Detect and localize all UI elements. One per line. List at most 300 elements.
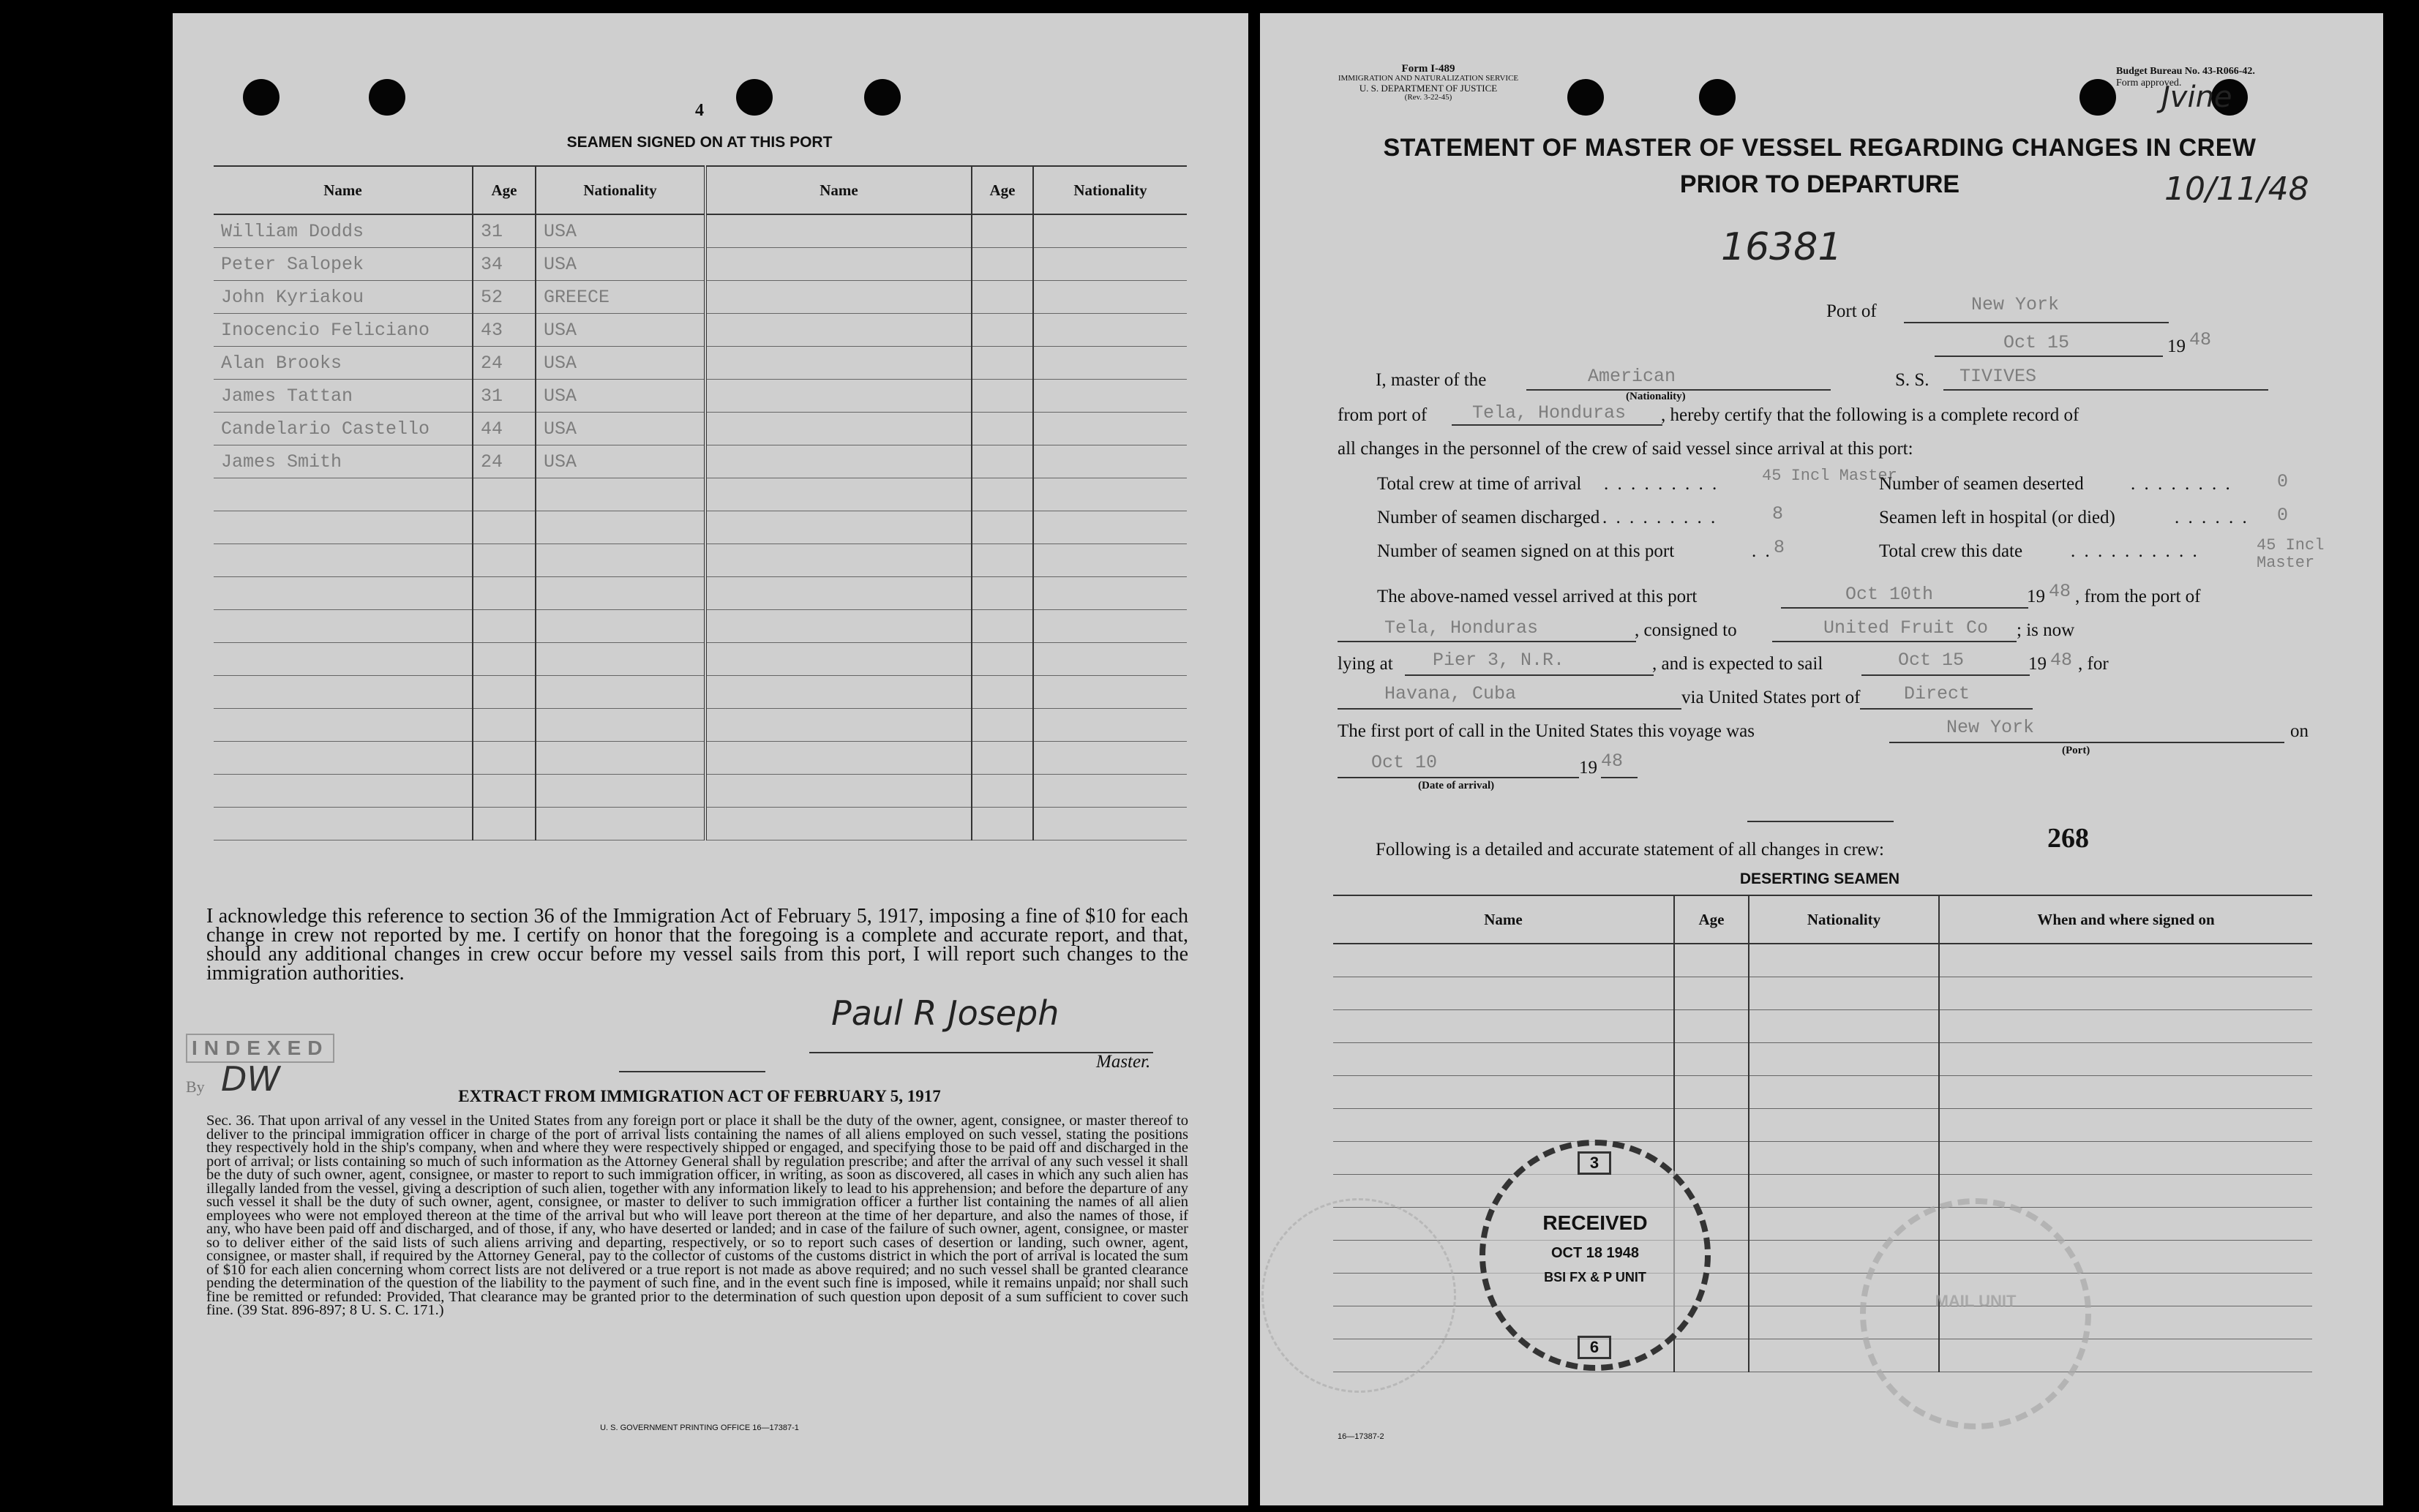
name-cell xyxy=(705,281,972,314)
from-the-port-label: , from the port of xyxy=(2075,587,2201,606)
nationality-cell xyxy=(536,478,705,511)
divider xyxy=(619,1071,765,1072)
hospital-value: 0 xyxy=(2277,505,2289,526)
arrived-value: Oct 10th xyxy=(1845,584,1934,605)
table-cell xyxy=(1333,1109,1674,1142)
column-header: Age xyxy=(972,166,1033,214)
table-row xyxy=(214,380,1187,413)
table-cell xyxy=(1749,944,1939,977)
on-label: on xyxy=(2290,721,2309,741)
table-cell xyxy=(1333,944,1674,977)
age-cell xyxy=(972,808,1033,840)
agency-name: IMMIGRATION AND NATURALIZATION SERVICE xyxy=(1338,74,1519,83)
ship-name: TIVIVES xyxy=(1959,366,2037,387)
table-cell xyxy=(1674,1109,1749,1142)
name-cell xyxy=(705,314,972,347)
name-cell: Peter Salopek xyxy=(214,248,473,281)
dot-leader: . . . . . . . . . xyxy=(1604,474,1719,494)
name-cell xyxy=(214,478,473,511)
name-cell: Alan Brooks xyxy=(214,347,473,380)
age-cell xyxy=(473,610,536,643)
changes-label: Following is a detailed and accurate statement of all changes in crew: xyxy=(1376,840,1884,860)
nationality-cell xyxy=(1033,643,1187,676)
extract-title: EXTRACT FROM IMMIGRATION ACT OF FEBRUARY 5, 1917 xyxy=(458,1087,941,1105)
field-line xyxy=(1860,708,2033,710)
port-caption: (Port) xyxy=(2062,745,2090,756)
nationality-cell xyxy=(536,775,705,808)
year-value: 48 xyxy=(2189,329,2212,350)
nationality-cell: USA xyxy=(536,413,705,445)
dot-leader: . . . . . . . . . xyxy=(1602,508,1718,527)
arrived-label: The above-named vessel arrived at this port xyxy=(1377,587,1698,606)
table-header xyxy=(214,166,1187,214)
field-line xyxy=(1338,777,1579,778)
field-line xyxy=(1935,356,2163,357)
table-cell xyxy=(1939,1043,2312,1076)
first-port-label: The first port of call in the United States this voyage was xyxy=(1338,721,1755,741)
via-label: via United States port of xyxy=(1681,688,1861,707)
table-cell xyxy=(1674,1076,1749,1109)
table-cell xyxy=(1674,1339,1749,1372)
discharged-label: Number of seamen discharged xyxy=(1377,508,1600,527)
stamp-mail-unit: MAIL UNIT xyxy=(1935,1292,2017,1310)
age-cell xyxy=(473,742,536,775)
mail-unit-stamp xyxy=(1860,1198,2091,1429)
name-cell xyxy=(214,610,473,643)
indexed-stamp: INDEXED xyxy=(186,1034,334,1063)
field-line xyxy=(1601,777,1638,778)
received-stamp xyxy=(1479,1140,1711,1371)
table-cell xyxy=(1749,1109,1939,1142)
printer-imprint: 16—17387-2 xyxy=(1338,1432,1384,1441)
age-cell xyxy=(473,808,536,840)
age-cell xyxy=(972,775,1033,808)
name-cell xyxy=(214,676,473,709)
via-value: Direct xyxy=(1904,683,1970,704)
column-header: Nationality xyxy=(1033,166,1187,214)
table-cell xyxy=(1674,1010,1749,1043)
table-cell xyxy=(1333,1043,1674,1076)
nationality-cell xyxy=(536,610,705,643)
first-port-value: New York xyxy=(1946,717,2035,738)
table-cell xyxy=(1333,977,1674,1010)
table-cell xyxy=(1674,944,1749,977)
table-row xyxy=(1333,1076,2312,1109)
age-cell xyxy=(972,643,1033,676)
table-cell xyxy=(1749,977,1939,1010)
nationality-cell xyxy=(536,511,705,544)
nationality-cell xyxy=(1033,610,1187,643)
consigned-label: , consigned to xyxy=(1635,620,1737,640)
indexed-initials: DW xyxy=(221,1059,280,1099)
year-prefix: 19 xyxy=(2167,336,2186,356)
sail-value: Oct 15 xyxy=(1898,650,1965,671)
nationality-cell: USA xyxy=(536,214,705,248)
year-prefix: 19 xyxy=(2027,587,2045,606)
name-cell: William Dodds xyxy=(214,214,473,248)
age-cell xyxy=(972,445,1033,478)
field-line xyxy=(1943,389,2268,391)
nationality-cell xyxy=(1033,808,1187,840)
table-row xyxy=(214,478,1187,511)
name-cell xyxy=(705,214,972,248)
table-row xyxy=(1333,1274,2312,1306)
nationality-caption: (Nationality) xyxy=(1626,391,1686,402)
table-cell xyxy=(1674,1142,1749,1175)
age-cell: 31 xyxy=(473,380,536,413)
column-header: When and where signed on xyxy=(1939,895,2312,944)
sail-label: , and is expected to sail xyxy=(1652,654,1823,674)
column-header: Nationality xyxy=(1749,895,1939,944)
table-row xyxy=(214,544,1187,577)
name-cell: James Tattan xyxy=(214,380,473,413)
age-cell: 24 xyxy=(473,445,536,478)
name-cell xyxy=(214,775,473,808)
nationality-cell xyxy=(1033,314,1187,347)
divider xyxy=(1747,821,1894,822)
table-row xyxy=(214,314,1187,347)
total-crew-arrival-label: Total crew at time of arrival xyxy=(1377,474,1582,494)
table-row xyxy=(1333,977,2312,1010)
handwritten-file-number: 16381 xyxy=(1721,225,1842,269)
column-header: Nationality xyxy=(536,166,705,214)
age-cell xyxy=(473,709,536,742)
name-cell xyxy=(705,511,972,544)
master-of-label: I, master of the xyxy=(1376,370,1487,390)
nationality-cell xyxy=(1033,577,1187,610)
name-cell xyxy=(705,478,972,511)
field-line xyxy=(1338,708,1681,710)
table-cell xyxy=(1939,1076,2312,1109)
from-port-value: Tela, Honduras xyxy=(1472,402,1627,424)
nationality-cell: USA xyxy=(536,347,705,380)
name-cell: James Smith xyxy=(214,445,473,478)
table-cell xyxy=(1939,977,2312,1010)
nationality-cell xyxy=(1033,676,1187,709)
table-row xyxy=(214,511,1187,544)
nationality-cell xyxy=(536,808,705,840)
table-row xyxy=(214,709,1187,742)
name-cell xyxy=(705,413,972,445)
age-cell: 43 xyxy=(473,314,536,347)
age-cell xyxy=(473,544,536,577)
left-page xyxy=(173,13,1248,1505)
table-header xyxy=(1333,895,2312,944)
master-label: Master. xyxy=(1096,1052,1151,1072)
age-cell xyxy=(972,380,1033,413)
name-cell xyxy=(214,808,473,840)
faint-stamp xyxy=(1261,1198,1456,1393)
field-line xyxy=(1405,674,1654,676)
age-cell xyxy=(972,347,1033,380)
age-cell: 31 xyxy=(473,214,536,248)
form-subtitle: PRIOR TO DEPARTURE xyxy=(1679,170,1960,198)
section-title: SEAMEN SIGNED ON AT THIS PORT xyxy=(566,134,833,151)
table-row xyxy=(214,742,1187,775)
budget-bureau: Budget Bureau No. 43-R066-42. xyxy=(2116,66,2255,77)
total-crew-arrival-value: 45 Incl Master xyxy=(1762,467,1897,485)
column-header: Name xyxy=(705,166,972,214)
deserting-seamen-table xyxy=(1333,895,2312,1372)
year-value: 48 xyxy=(2049,581,2071,602)
form-title: STATEMENT OF MASTER OF VESSEL REGARDING CHANGES IN CREW xyxy=(1383,134,2257,162)
date-value: Oct 15 xyxy=(2003,332,2070,353)
destination-value: Havana, Cuba xyxy=(1384,683,1517,704)
age-cell: 24 xyxy=(473,347,536,380)
column-header: Age xyxy=(473,166,536,214)
age-cell xyxy=(972,281,1033,314)
age-cell xyxy=(972,610,1033,643)
total-crew-date-value: 45 Incl Master xyxy=(2257,536,2325,572)
punch-hole xyxy=(1699,79,1736,116)
column-header: Name xyxy=(214,166,473,214)
table-row xyxy=(1333,1043,2312,1076)
nationality-cell xyxy=(1033,511,1187,544)
name-cell xyxy=(214,643,473,676)
field-line xyxy=(1904,322,2169,323)
table-row xyxy=(214,775,1187,808)
field-line xyxy=(1338,641,1636,642)
nationality-cell xyxy=(1033,347,1187,380)
name-cell xyxy=(705,775,972,808)
column-header: Age xyxy=(1674,895,1749,944)
table-row xyxy=(1333,1175,2312,1208)
nationality-cell xyxy=(1033,742,1187,775)
table-row xyxy=(214,577,1187,610)
table-row xyxy=(214,676,1187,709)
form-number: Form I-489 xyxy=(1401,63,1455,75)
name-cell xyxy=(214,709,473,742)
table-row xyxy=(1333,1339,2312,1372)
signed-on-label: Number of seamen signed on at this port xyxy=(1377,541,1675,561)
nationality-cell xyxy=(1033,281,1187,314)
consigned-value: United Fruit Co xyxy=(1823,617,1989,639)
dot-leader: . . . . . . xyxy=(2175,508,2249,527)
age-cell xyxy=(972,413,1033,445)
nationality-cell xyxy=(536,709,705,742)
stamp-unit: BSI FX & P UNIT xyxy=(1544,1270,1646,1285)
year-prefix: 19 xyxy=(2028,654,2047,674)
port-of-label: Port of xyxy=(1826,301,1877,321)
table-row xyxy=(214,214,1187,248)
table-row xyxy=(1333,944,2312,977)
stamp-received: RECEIVED xyxy=(1542,1211,1648,1234)
nationality-cell xyxy=(536,676,705,709)
department-name: U. S. DEPARTMENT OF JUSTICE xyxy=(1359,83,1498,94)
nationality-cell: GREECE xyxy=(536,281,705,314)
field-line xyxy=(1772,641,2017,642)
nationality-cell xyxy=(1033,544,1187,577)
nationality-cell xyxy=(536,643,705,676)
age-cell xyxy=(972,314,1033,347)
name-cell xyxy=(705,742,972,775)
first-port-date: Oct 10 xyxy=(1371,752,1438,773)
name-cell: John Kyriakou xyxy=(214,281,473,314)
nationality-cell xyxy=(1033,709,1187,742)
year-prefix: 19 xyxy=(1579,758,1597,778)
nationality-value: American xyxy=(1588,366,1676,387)
age-cell xyxy=(972,248,1033,281)
age-cell xyxy=(972,577,1033,610)
acknowledgement-text: I acknowledge this reference to section 36 of the Immigration Act of February 5, 1917, imposing a fine of $10 for each change in crew not reported by me. I certify on honor that the foregoing is a complete and accurate report, and that, should any additional changes in crew occur before my vessel sails from this port, I will report such changes to the immigration authorities. xyxy=(206,905,1188,985)
name-cell xyxy=(705,347,972,380)
name-cell xyxy=(705,676,972,709)
signed-on-value: 8 xyxy=(1774,537,1785,558)
right-page xyxy=(1260,13,2383,1505)
table-row xyxy=(1333,1010,2312,1043)
age-cell xyxy=(972,742,1033,775)
table-cell xyxy=(1939,1109,2312,1142)
discharged-value: 8 xyxy=(1772,503,1784,524)
age-cell xyxy=(972,544,1033,577)
is-now-label: ; is now xyxy=(2017,620,2075,640)
port-of-value: New York xyxy=(1971,294,2060,315)
nationality-cell: USA xyxy=(536,445,705,478)
table-cell xyxy=(1749,1142,1939,1175)
arrived-from-value: Tela, Honduras xyxy=(1384,617,1539,639)
nationality-cell xyxy=(1033,775,1187,808)
lying-label: lying at xyxy=(1338,654,1393,674)
table-cell xyxy=(1674,1043,1749,1076)
table-cell xyxy=(1939,1142,2312,1175)
ss-label: S. S. xyxy=(1895,370,1929,390)
punch-hole xyxy=(2079,79,2116,116)
master-signature: Paul R Joseph xyxy=(831,993,1060,1033)
certify-text: , hereby certify that the following is a complete record of xyxy=(1661,405,2079,425)
table-cell xyxy=(1333,1076,1674,1109)
table-row xyxy=(1333,1109,2312,1142)
nationality-cell: USA xyxy=(536,314,705,347)
name-cell xyxy=(214,511,473,544)
table-cell xyxy=(1674,977,1749,1010)
nationality-cell xyxy=(536,742,705,775)
revision-date: (Rev. 3-22-45) xyxy=(1404,93,1452,102)
seamen-signed-table xyxy=(214,165,1187,840)
age-cell: 44 xyxy=(473,413,536,445)
name-cell xyxy=(705,709,972,742)
age-cell: 52 xyxy=(473,281,536,314)
table-row xyxy=(1333,1142,2312,1175)
table-cell xyxy=(1749,1076,1939,1109)
nationality-cell xyxy=(1033,214,1187,248)
extract-text: Sec. 36. That upon arrival of any vessel in the United States from any foreign port or place it shall be the duty of the owner, agent, consignee, or master thereof to deliver to the principal immigration officer in charge of the port of arrival lists containing the names of all aliens employed on such vessel, stating the positions they respectively hold in the ship's company, when and where they were respectively shipped or engaged, and specifying those to be paid off and discharged in the port of arrival; or lists containing so much of such information as the Attorney General shall by regulation prescribe; and after the arrival of any such vessel it shall be the duty of such owner, agent, consignee, or master to report to such immigration officer, in writing, as soon as discovered, all cases in which any such alien has illegally landed from the vessel, giving a description of such alien, together with any information likely to lead to his apprehension; and before the departure of any such vessel it shall be the duty of such owner, agent, consignee, or master to deliver to such immigration officer a further list containing the names of all alien employees who were not employed thereon at the time of the arrival but who will leave port thereon at the time of her departure, and also the names of those, if any, who have been paid off and discharged, and of those, if any, who have deserted or landed; and in case of the failure of such owner, agent, consignee, or master so to deliver either of the said lists of such aliens arriving and departing, respectively, or so to report such cases of desertion or landing, such owner, agent, consignee, or master shall, if required by the Attorney General, pay to the collector of customs of the customs district in which the port of arrival is located the sum of $10 for each alien concerning whom correct lists are not delivered or a true report is not made as above required; and no such vessel shall be granted clearance pending the determination of the question of the liability to the payment of such fine, and in the event such fine is imposed, while it remains unpaid; nor shall such fine be remitted or refunded: Provided, That clearance may be granted prior to the determination of such question upon deposit of a sum sufficient to cover such fine. (39 Stat. 896-897; 8 U. S. C. 171.) xyxy=(206,1113,1188,1318)
date-arrival-caption: (Date of arrival) xyxy=(1418,780,1495,791)
changes-count: 268 xyxy=(2047,823,2089,854)
form-approved: Form approved. xyxy=(2116,78,2182,89)
table-row xyxy=(214,445,1187,478)
name-cell xyxy=(705,643,972,676)
field-line xyxy=(1781,607,2028,609)
nationality-cell xyxy=(536,544,705,577)
name-cell xyxy=(214,577,473,610)
name-cell: Inocencio Feliciano xyxy=(214,314,473,347)
dot-leader: . . . . . . . . . . xyxy=(2071,541,2199,561)
page-number: 4 xyxy=(695,101,704,120)
stamp-number: 6 xyxy=(1578,1336,1611,1359)
table-row xyxy=(214,643,1187,676)
deserting-title: DESERTING SEAMEN xyxy=(1739,870,1900,887)
column-header: Name xyxy=(1333,895,1674,944)
age-cell xyxy=(473,577,536,610)
table-row xyxy=(1333,1208,2312,1241)
nationality-cell: USA xyxy=(536,380,705,413)
total-crew-date-label: Total crew this date xyxy=(1879,541,2023,561)
year-value: 48 xyxy=(1601,751,1624,772)
stamp-date: OCT 18 1948 xyxy=(1550,1245,1640,1261)
field-line xyxy=(1889,742,2284,743)
nationality-cell xyxy=(1033,478,1187,511)
age-cell xyxy=(972,676,1033,709)
age-cell xyxy=(473,478,536,511)
age-cell xyxy=(473,643,536,676)
nationality-cell xyxy=(1033,380,1187,413)
table-cell xyxy=(1333,1010,1674,1043)
table-cell xyxy=(1749,1010,1939,1043)
table-row xyxy=(214,248,1187,281)
field-line xyxy=(1452,424,1662,426)
name-cell xyxy=(214,742,473,775)
hospital-label: Seamen left in hospital (or died) xyxy=(1879,508,2115,527)
for-label: , for xyxy=(2078,654,2109,674)
deserted-value: 0 xyxy=(2277,471,2289,492)
table-cell xyxy=(1939,1010,2312,1043)
table-cell xyxy=(1749,1043,1939,1076)
dot-leader: . . . . . . . . xyxy=(2131,474,2232,494)
name-cell xyxy=(705,248,972,281)
indexed-by-label: By xyxy=(186,1077,205,1096)
age-cell xyxy=(972,709,1033,742)
name-cell xyxy=(705,544,972,577)
table-row xyxy=(1333,1306,2312,1339)
form-header xyxy=(1304,64,1553,102)
nationality-cell xyxy=(1033,445,1187,478)
certify-text-2: all changes in the personnel of the crew of said vessel since arrival at this port: xyxy=(1338,439,1913,459)
table-cell xyxy=(1749,1175,1939,1208)
age-cell xyxy=(473,775,536,808)
age-cell xyxy=(473,676,536,709)
name-cell xyxy=(705,577,972,610)
table-row xyxy=(214,610,1187,643)
dot-leader: . . xyxy=(1752,541,1772,561)
nationality-cell xyxy=(1033,413,1187,445)
from-port-label: from port of xyxy=(1338,405,1428,425)
table-row xyxy=(214,347,1187,380)
printer-imprint: U. S. GOVERNMENT PRINTING OFFICE 16—17387-1 xyxy=(600,1423,799,1432)
stamp-number: 3 xyxy=(1578,1151,1611,1175)
table-cell xyxy=(1939,944,2312,977)
age-cell xyxy=(972,511,1033,544)
deserted-label: Number of seamen deserted xyxy=(1879,474,2084,494)
field-line xyxy=(1861,674,2030,676)
table-row xyxy=(214,808,1187,840)
name-cell: Candelario Castello xyxy=(214,413,473,445)
handwritten-date: 10/11/48 xyxy=(2164,170,2309,208)
nationality-cell xyxy=(536,577,705,610)
name-cell xyxy=(214,544,473,577)
year-value: 48 xyxy=(2050,650,2073,671)
age-cell: 34 xyxy=(473,248,536,281)
nationality-cell xyxy=(1033,248,1187,281)
age-cell xyxy=(473,511,536,544)
name-cell xyxy=(705,380,972,413)
nationality-cell: USA xyxy=(536,248,705,281)
name-cell xyxy=(705,610,972,643)
lying-value: Pier 3, N.R. xyxy=(1433,650,1565,671)
punch-hole xyxy=(1567,79,1604,116)
table-row xyxy=(214,413,1187,445)
age-cell xyxy=(972,214,1033,248)
table-row xyxy=(214,281,1187,314)
